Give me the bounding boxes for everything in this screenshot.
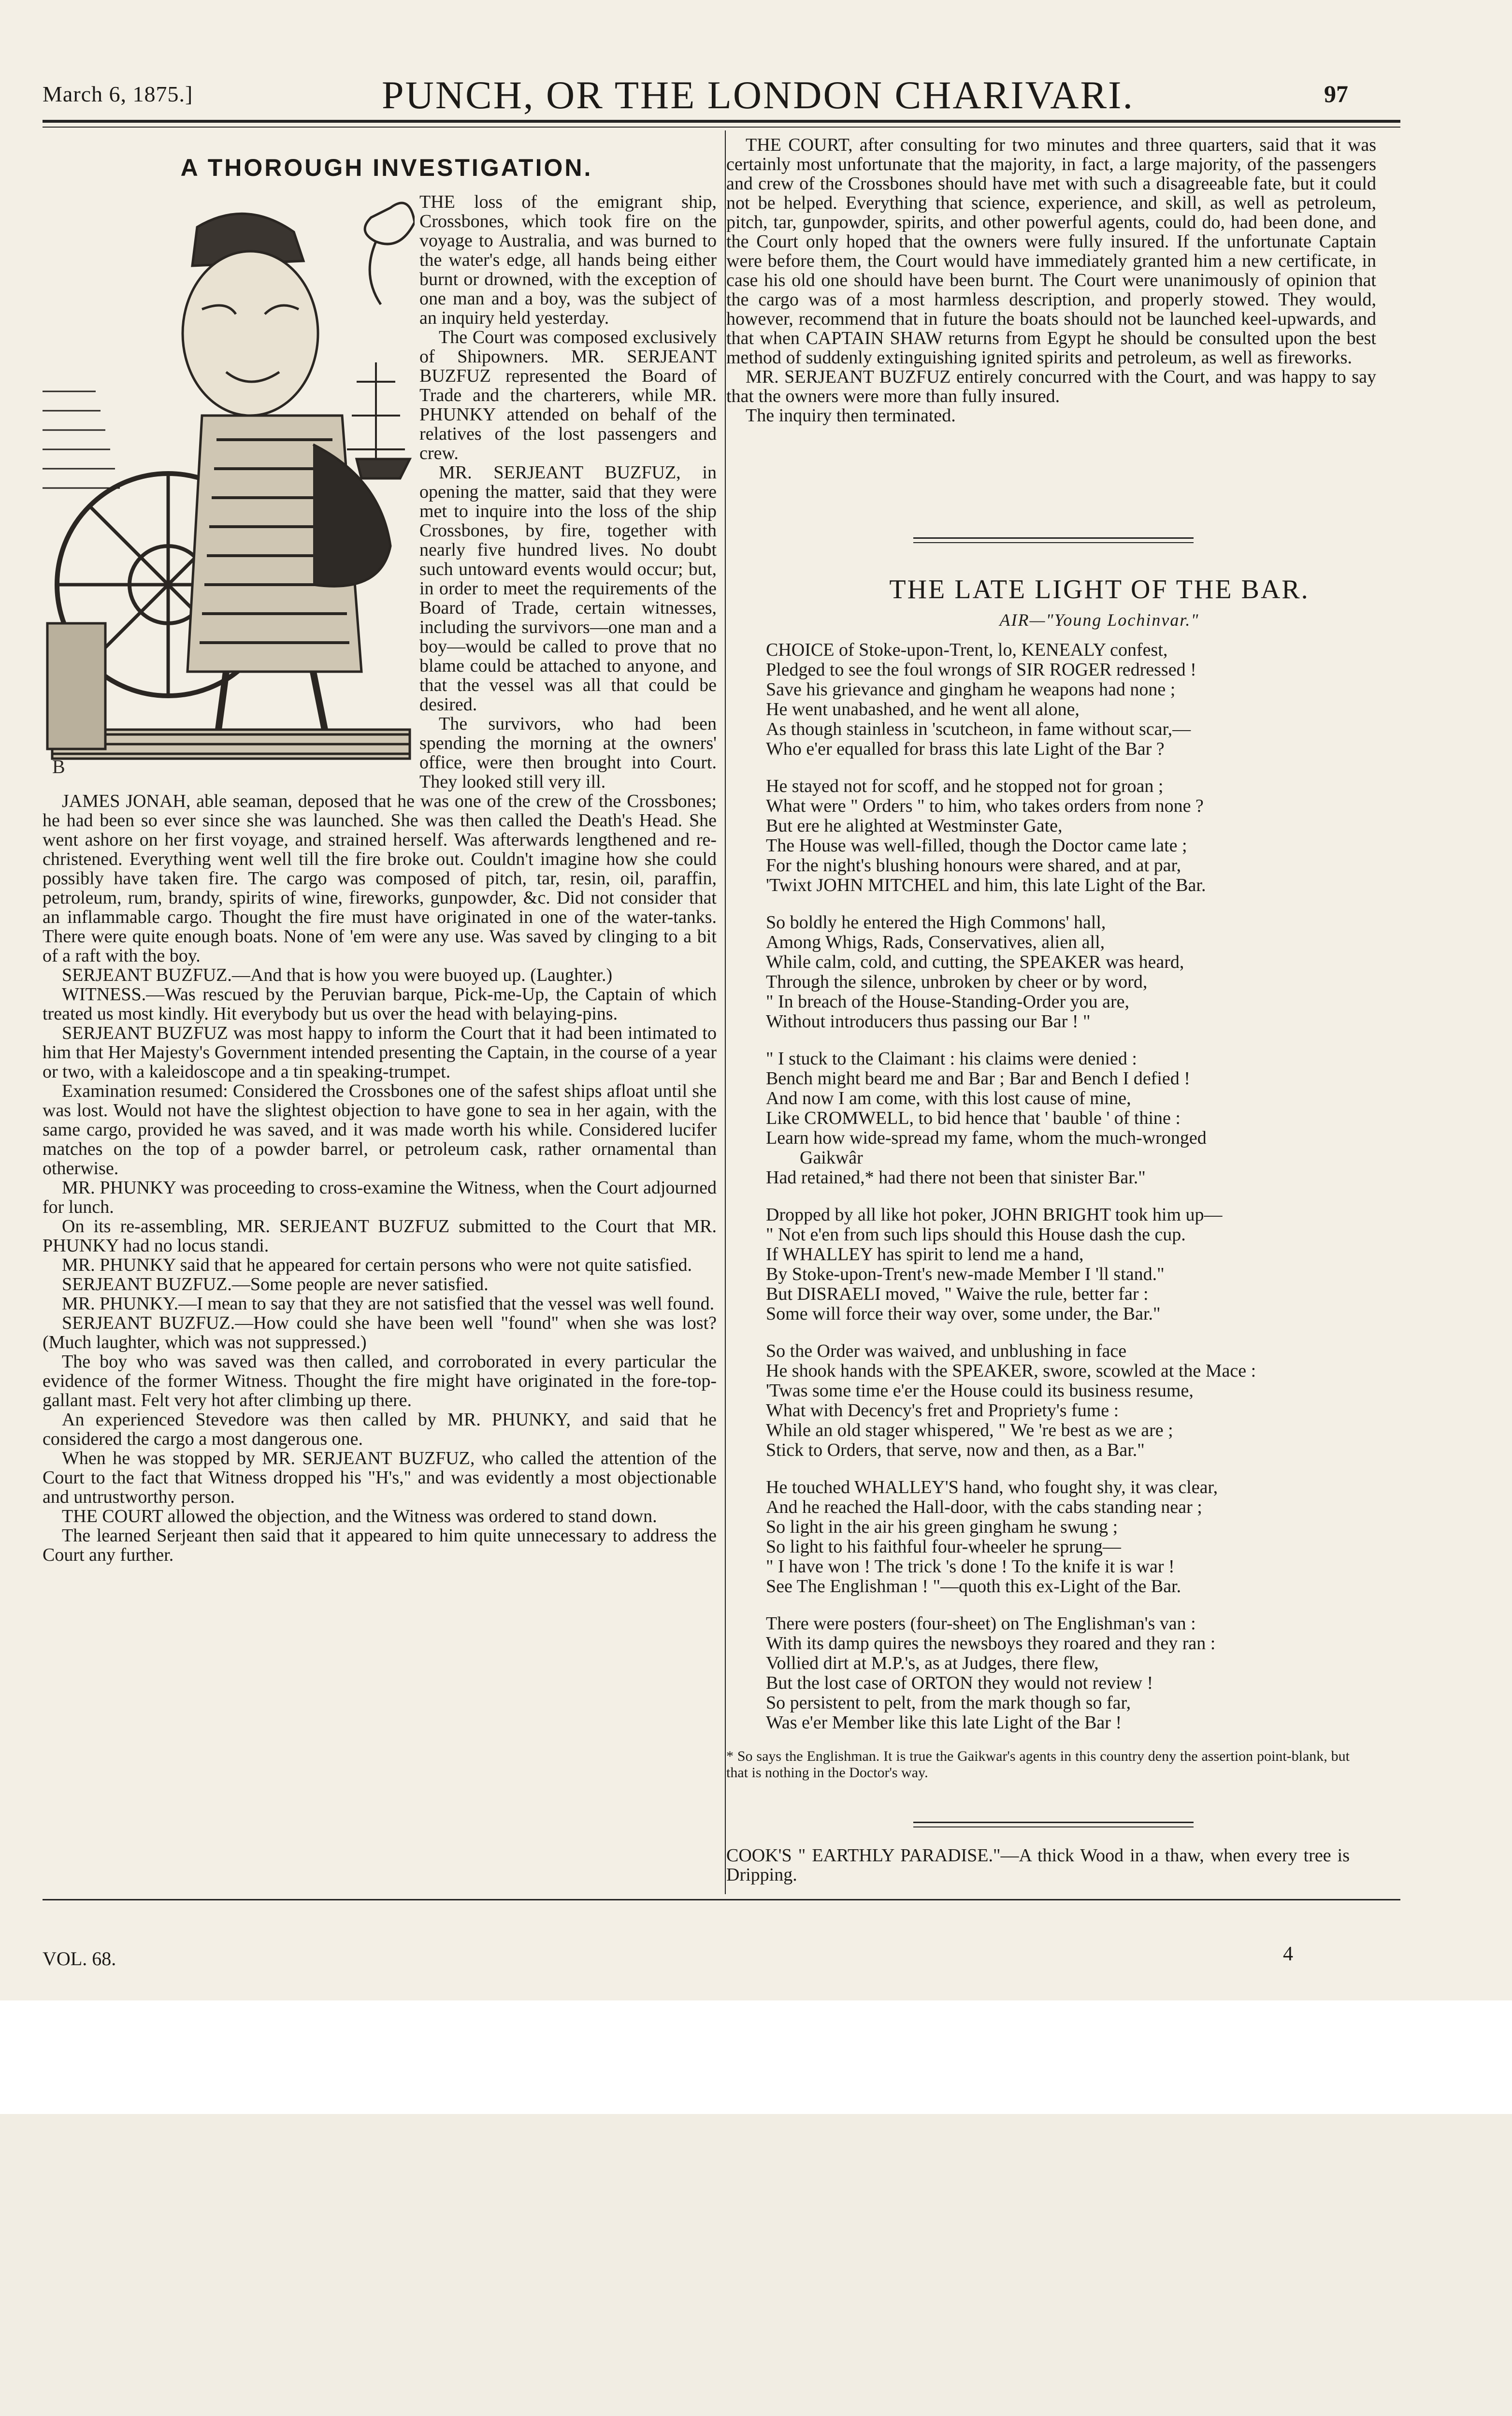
- printer-signature: 4: [1283, 1943, 1293, 1965]
- poem-line: 'Twas some time e'er the House could its business resume,: [766, 1381, 1194, 1401]
- poem-line: He stayed not for scoff, and he stopped not for groan ;: [766, 776, 1164, 796]
- poem-line: But DISRAELI moved, " Waive the rule, better far :: [766, 1284, 1149, 1304]
- poem-line: Some will force their way over, some under, the Bar.": [766, 1304, 1161, 1324]
- poem-line: What were " Orders " to him, who takes orders from none ?: [766, 796, 1204, 816]
- poem-line: Among Whigs, Rads, Conservatives, alien all,: [766, 932, 1105, 952]
- squib-divider: [913, 1822, 1194, 1823]
- library-footer: [0, 2000, 1512, 2114]
- poem-stanza: [766, 777, 1476, 895]
- right-column-continuation: [726, 135, 1376, 532]
- continuation-paragraph: MR. SERJEANT BUZFUZ entirely concurred with the Court, and was happy to say that the owners were more than fully insured.: [726, 367, 1376, 406]
- poem-line: But ere he alighted at Westminster Gate,: [766, 816, 1063, 836]
- poem-line: There were posters (four-sheet) on The Englishman's van :: [766, 1613, 1196, 1634]
- article-paragraph: MR. SERJEANT BUZFUZ, in opening the matter, said that they were met to inquire into the loss of the ship Crossbones, by fire, together with nearly five hundred lives. No doubt such untoward events would occur; but, in order to meet the requirements of the Board of Trade, certain witnesses, including the survivors—one man and a boy—would be called to prove that no blame could be attached to anyone, and that the vessel was all that could be desired.: [419, 462, 717, 715]
- article-paragraph: The Court was composed exclusively of Shipowners. MR. SERJEANT BUZFUZ represented the Board of Trade and the charterers, while MR. PHUNKY attended on behalf of the relatives of the lost passengers and crew.: [419, 327, 717, 463]
- poem-line: So light to his faithful four-wheeler he sprung—: [766, 1537, 1121, 1557]
- article-paragraph: SERJEANT BUZFUZ.—Some people are never satisfied.: [62, 1274, 489, 1294]
- poem-stanza: [766, 1049, 1476, 1188]
- masthead-title: PUNCH, OR THE LONDON CHARIVARI.: [382, 73, 1134, 117]
- article-paragraph: SERJEANT BUZFUZ was most happy to inform the Court that it had been intimated to him that Her Majesty's Government intended presenting the Captain, in the course of a year or two, with a kaleidoscope and a tin speaking-trumpet.: [43, 1023, 717, 1082]
- poem-line: And he reached the Hall-door, with the cabs standing near ;: [766, 1497, 1202, 1517]
- poem-line: He went unabashed, and he went all alone,: [766, 699, 1080, 719]
- header-rule-bottom: [43, 127, 1400, 128]
- continuation-paragraph: The inquiry then terminated.: [746, 405, 956, 426]
- section-divider: [913, 537, 1194, 539]
- poem-line: " I stuck to the Claimant : his claims were denied :: [766, 1049, 1137, 1069]
- poem-line: As though stainless in 'scutcheon, in fame without scar,—: [766, 719, 1191, 739]
- poem-stanza: [766, 1205, 1476, 1324]
- article-paragraph: WITNESS.—Was rescued by the Peruvian barque, Pick-me-Up, the Captain of which treated us most kindly. Hit everybody but us over the head with belaying-pins.: [43, 984, 717, 1024]
- svg-text:B: B: [52, 756, 65, 773]
- poem-line: Without introducers thus passing our Bar ! ": [766, 1011, 1091, 1032]
- poem-line: He touched WHALLEY'S hand, who fought shy, it was clear,: [766, 1477, 1218, 1497]
- poem-line: And now I am come, with this lost cause of mine,: [766, 1088, 1131, 1108]
- poem-stanza: [766, 1614, 1476, 1733]
- page-bottom-rule: [43, 1899, 1400, 1900]
- article-paragraph: The survivors, who had been spending the morning at the owners' office, were then brought into Court. They looked still very ill.: [419, 714, 717, 792]
- poem-line: So the Order was waived, and unblushing in face: [766, 1341, 1127, 1361]
- poem-air: AIR—"Young Lochinvar.": [999, 610, 1199, 630]
- poem-line: So light in the air his green gingham he swung ;: [766, 1517, 1118, 1537]
- poem-stanza: [766, 913, 1476, 1032]
- article-paragraph: THE loss of the emigrant ship, Crossbones, which took fire on the voyage to Australia, and was burned to the water's edge, all hands being either burnt or drowned, with the exception of one man and a boy, was the subject of an inquiry held yesterday.: [419, 192, 717, 328]
- poem-line: Was e'er Member like this late Light of the Bar !: [766, 1712, 1122, 1733]
- article-paragraph: MR. PHUNKY said that he appeared for certain persons who were not quite satisfied.: [62, 1255, 692, 1275]
- article-paragraph: SERJEANT BUZFUZ.—And that is how you were buoyed up. (Laughter.): [62, 965, 613, 985]
- poem-line: The House was well-filled, though the Doctor came late ;: [766, 835, 1187, 856]
- poem-line: Stick to Orders, that serve, now and then, as a Bar.": [766, 1440, 1145, 1460]
- page-number: 97: [1324, 80, 1348, 107]
- poem-line: What with Decency's fret and Propriety's fume :: [766, 1400, 1119, 1421]
- section-divider-thin: [913, 542, 1194, 543]
- poem-line: While an old stager whispered, " We 're best as we are ;: [766, 1420, 1173, 1440]
- poem-line: He shook hands with the SPEAKER, swore, scowled at the Mace :: [766, 1361, 1256, 1381]
- poem-line: " In breach of the House-Standing-Order you are,: [766, 992, 1130, 1012]
- poem-stanza: [766, 640, 1476, 759]
- poem-line: " Not e'en from such lips should this House dash the cup.: [766, 1224, 1186, 1245]
- article-paragraph: On its re-assembling, MR. SERJEANT BUZFUZ submitted to the Court that MR. PHUNKY had no locus standi.: [43, 1216, 717, 1256]
- poem-line: Dropped by all like hot poker, JOHN BRIGHT took him up—: [766, 1205, 1223, 1225]
- poem-body: [766, 640, 1476, 1750]
- article-paragraph: MR. PHUNKY was proceeding to cross-examine the Witness, when the Court adjourned for lunch.: [43, 1178, 717, 1217]
- poem-line: Like CROMWELL, to bid hence that ' bauble ' of thine :: [766, 1108, 1181, 1128]
- squib-paragraph: COOK'S " EARTHLY PARADISE."—A thick Wood in a thaw, when every tree is Dripping.: [726, 1845, 1350, 1885]
- illustration-wrap-space: [43, 192, 419, 779]
- article-paragraph: The boy who was saved was then called, and corroborated in every particular the evidence of the former Witness. Thought the fire might have originated in the fore-top-gallant mast. Felt very hot after climbing up there.: [43, 1352, 717, 1410]
- article-paragraph: An experienced Stevedore was then called by MR. PHUNKY, and said that he considered the cargo a most dangerous one.: [43, 1409, 717, 1449]
- poem-stanza: [766, 1341, 1476, 1460]
- article-paragraph: Examination resumed: Considered the Crossbones one of the safest ships afloat until she was lost. Would not have the slightest objection to have gone to sea in her again, with the same cargo, provided he was saved, and it was made worth his while. Considered lucifer matches on the top of a powder barrel, or petroleum cask, rather ornamental than otherwise.: [43, 1081, 717, 1179]
- poem-line: Bench might beard me and Bar ; Bar and Bench I defied !: [766, 1068, 1190, 1089]
- article-paragraph: MR. PHUNKY.—I mean to say that they are not satisfied that the vessel was well found.: [62, 1294, 715, 1314]
- poem-line: Who e'er equalled for brass this late Light of the Bar ?: [766, 739, 1165, 759]
- poem-line: See The Englishman ! "—quoth this ex-Light of the Bar.: [766, 1576, 1181, 1596]
- poem-line: With its damp quires the newsboys they roared and they ran :: [766, 1633, 1216, 1654]
- poem-line: Through the silence, unbroken by cheer or by word,: [766, 972, 1148, 992]
- poem-line: Save his grievance and gingham he weapons had none ;: [766, 679, 1176, 700]
- article-paragraph: When he was stopped by MR. SERJEANT BUZFUZ, who called the attention of the Court to the fact that Witness dropped his "H's," and was evidently a most objectionable and untrustworthy person.: [43, 1448, 717, 1507]
- left-column-article: [43, 192, 717, 1893]
- poem-line: CHOICE of Stoke-upon-Trent, lo, KENEALY confest,: [766, 640, 1168, 660]
- poem-line: " I have won ! The trick 's done ! To the knife it is war !: [766, 1556, 1175, 1577]
- column-divider: [725, 130, 726, 1894]
- article-paragraph: SERJEANT BUZFUZ.—How could she have been well "found" when she was lost? (Much laughter, which was not suppressed.): [43, 1313, 717, 1352]
- poem-line: By Stoke-upon-Trent's new-made Member I 'll stand.": [766, 1264, 1165, 1284]
- poem-line: Learn how wide-spread my fame, whom the much-wronged: [766, 1128, 1207, 1148]
- poem-line: So persistent to pelt, from the mark though so far,: [766, 1693, 1131, 1713]
- header-rule-top: [43, 120, 1400, 123]
- poem-line: Gaikwâr: [800, 1148, 863, 1168]
- poem-line: Vollied dirt at M.P.'s, as at Judges, there flew,: [766, 1653, 1099, 1673]
- poem-line: While calm, cold, and cutting, the SPEAKER was heard,: [766, 952, 1184, 972]
- poem-line: Pledged to see the foul wrongs of SIR ROGER redressed !: [766, 660, 1196, 680]
- poem-line: But the lost case of ORTON they would not review !: [766, 1673, 1153, 1693]
- poem-stanza: [766, 1478, 1476, 1596]
- poem-line: So boldly he entered the High Commons' hall,: [766, 912, 1106, 933]
- article-title: A THOROUGH INVESTIGATION.: [180, 154, 593, 181]
- article-paragraph: The learned Serjeant then said that it appeared to him quite unnecessary to address the Court any further.: [43, 1525, 717, 1565]
- poem-line: Had retained,* had there not been that sinister Bar.": [766, 1167, 1146, 1188]
- poem-line: 'Twixt JOHN MITCHEL and him, this late Light of the Bar.: [766, 875, 1206, 895]
- poem-line: For the night's blushing honours were shared, and at par,: [766, 855, 1181, 876]
- continuation-paragraph: THE COURT, after consulting for two minutes and three quarters, said that it was certainly most unfortunate that the majority, in fact, a large majority, of the passengers and crew of the Crossbones should have met with such a disagreeable fate, but it could not be helped. Everything that science, experience, and skill, as well as petroleum, pitch, tar, gunpowder, spirits, and other powerful agents, could do, had been done, and the Court only hoped that the owners were fully insured. If the unfortunate Captain were before them, the Court would have immediately granted him a new certificate, in case his old one should have been burnt. The Court were unanimously of opinion that the cargo was of a most harmless description, and properly stowed. They would, however, recommend that in future the boats should not be launched keel-upwards, and that when CAPTAIN SHAW returns from Egypt he should be consulted upon the best method of suddenly extinguishing ignited spirits and petroleum, as well as fireworks.: [726, 135, 1376, 368]
- issue-date: March 6, 1875.]: [43, 82, 193, 106]
- poem-line: If WHALLEY has spirit to lend me a hand,: [766, 1244, 1084, 1265]
- poem-footnote: * So says the Englishman. It is true the Gaikwar's agents in this country deny the assertion point-blank, but that is nothing in the Doctor's way.: [726, 1748, 1350, 1781]
- article-paragraph: JAMES JONAH, able seaman, deposed that he was one of the crew of the Crossbones; he had been so ever since she was launched. She was then called the Death's Head. She went ashore on her first voyage, and strained herself. Was afterwards lengthened and re-christened. Everything went well till the fire broke out. Couldn't imagine how she could possibly have taken fire. The cargo was composed of pitch, tar, resin, oil, paraffin, petroleum, rum, brandy, spirits of wine, fireworks, gunpowder, &c. Did not consider that an inflammable cargo. Thought the fire must have originated in one of the water-tanks. There were quite enough boats. None of 'em were any use. Was saved by clinging to a bit of a raft with the boy.: [43, 791, 717, 966]
- squib-divider-thin: [913, 1826, 1194, 1827]
- poem-title: THE LATE LIGHT OF THE BAR.: [889, 575, 1310, 604]
- article-paragraph: THE COURT allowed the objection, and the Witness was ordered to stand down.: [62, 1506, 657, 1526]
- volume-label: VOL. 68.: [43, 1948, 116, 1970]
